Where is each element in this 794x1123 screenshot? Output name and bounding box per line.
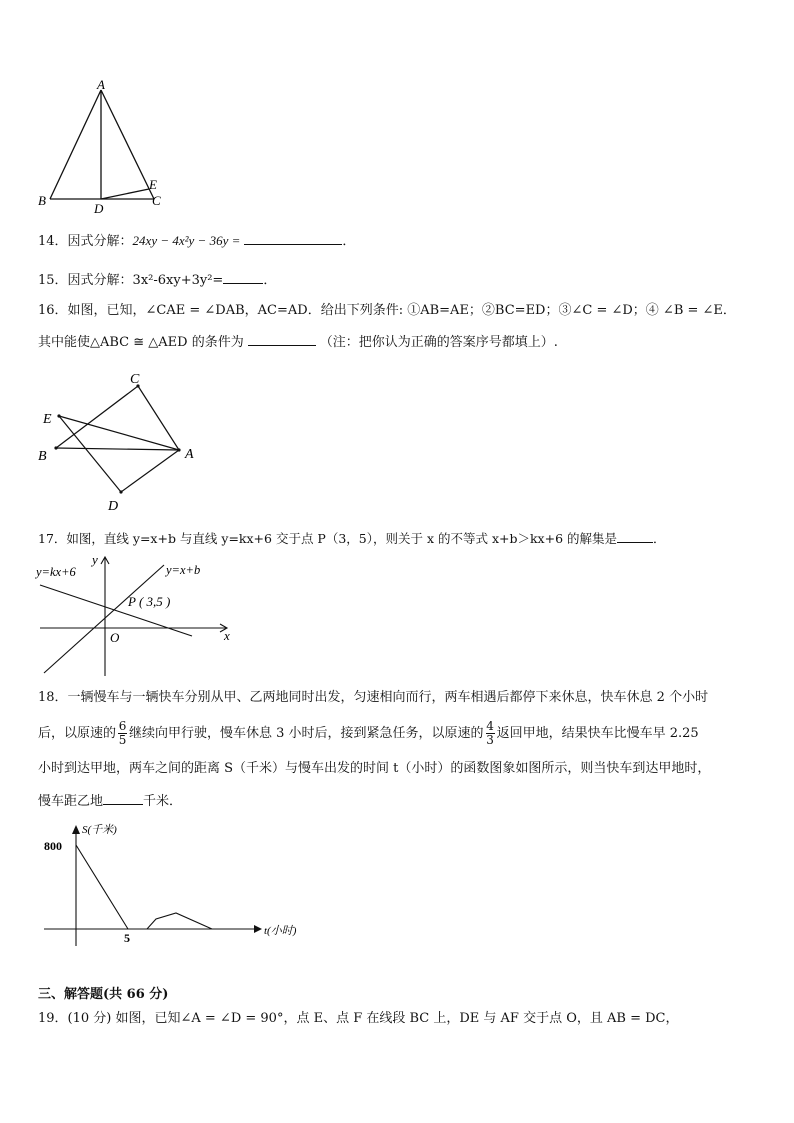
question-19 [38, 1010, 678, 1028]
q15-answer-blank[interactable] [223, 271, 263, 284]
q16-line1: 16．如图，已知，∠CAE = ∠DAB，AC=AD．给出下列条件: ①AB=AE；②BC=ED；③∠C = ∠D；④ ∠B = ∠E． [38, 303, 736, 318]
q15-expr: 3x²-6xy+3y²= [132, 273, 224, 288]
q18-line3: 小时到达甲地，两车之间的距离 S（千米）与慢车出发的时间 t（小时）的函数图象如图所示，则当快车到达甲地时， [38, 761, 711, 776]
label-C: C [152, 193, 161, 208]
question-15 [38, 271, 276, 290]
question-14 [38, 232, 355, 251]
line2-label: y=x+b [166, 563, 201, 577]
q16-answer-blank[interactable] [248, 333, 316, 346]
label-D: D [94, 201, 104, 216]
x-axis-label: x [224, 628, 230, 643]
label-E: E [149, 177, 157, 192]
question-18-line4 [38, 792, 182, 811]
question-18-line3 [38, 760, 710, 778]
fraction-four-thirds: $\frac{4}{3}$ [486, 719, 494, 747]
y-axis-label: y [92, 552, 98, 567]
q19-text: 19．(10 分) 如图，已知∠A = ∠D = 90°，点 E、点 F 在线段 BC 上，DE 与 AF 交于点 O，且 AB = DC， [38, 1011, 679, 1026]
question-16-line1 [38, 302, 736, 320]
q17-end: ． [653, 531, 666, 546]
label-A: A [185, 447, 194, 462]
q18-line2c: 返回甲地，结果快车比慢车早 2.25 [496, 726, 699, 741]
line1-label: y=kx+6 [36, 565, 76, 579]
q15-end: ． [263, 273, 277, 288]
point-p-label: P ( 3,5 ) [128, 594, 171, 609]
q18-line4b: 千米． [143, 794, 183, 809]
q18-line4a: 慢车距乙地 [38, 794, 104, 809]
graph-x-label: t(小时) [264, 925, 297, 937]
q14-expr: 24xy − 4x²y − 36y = [132, 233, 241, 248]
distance-time-graph [40, 818, 300, 953]
graph-y-tick-800: 800 [44, 839, 62, 853]
question-18-line1 [38, 689, 708, 707]
graph-x-tick-5: 5 [124, 931, 130, 945]
label-C: C [130, 372, 140, 387]
triangle-figure [34, 78, 174, 218]
label-A: A [97, 78, 105, 92]
q14-prefix: 14．因式分解： [38, 234, 133, 249]
q18-line1: 18．一辆慢车与一辆快车分别从甲、乙两地同时出发，匀速相向而行，两车相遇后都停下来休息，快车休息 2 个小时 [38, 690, 709, 705]
lines-figure [34, 548, 244, 680]
quadrilateral-figure [34, 368, 214, 516]
section-3-title: 三、解答题(共 66 分) [38, 987, 169, 1002]
q17-text: 17．如图，直线 y=x+b 与直线 y=kx+6 交于点 P（3，5），则关于 x 的不等式 x+b＞kx+6 的解集是 [38, 531, 618, 546]
q14-answer-blank[interactable] [244, 232, 342, 245]
q17-answer-blank[interactable] [617, 530, 653, 543]
question-17 [38, 530, 666, 548]
fraction-six-fifths: $\frac{6}{5}$ [118, 719, 127, 747]
q18-answer-blank[interactable] [103, 792, 143, 805]
q16-line2a: 其中能使△ABC ≅ △AED 的条件为 [38, 335, 244, 350]
label-B: B [38, 193, 46, 208]
label-B: B [38, 449, 47, 464]
origin-label: O [110, 630, 120, 645]
question-18-line2 [38, 720, 699, 748]
q14-end: ． [342, 234, 356, 249]
label-D: D [108, 499, 119, 514]
question-16-line2 [38, 333, 558, 352]
q18-line2b: 继续向甲行驶，慢车休息 3 小时后，接到紧急任务，以原速的 [129, 726, 484, 741]
q15-prefix: 15．因式分解： [38, 273, 133, 288]
q16-line2b: （注：把你认为正确的答案序号都填上）. [319, 335, 558, 350]
graph-y-label: S(千米) [82, 824, 117, 836]
label-E: E [43, 412, 52, 427]
q18-line2a: 后，以原速的 [38, 726, 117, 741]
